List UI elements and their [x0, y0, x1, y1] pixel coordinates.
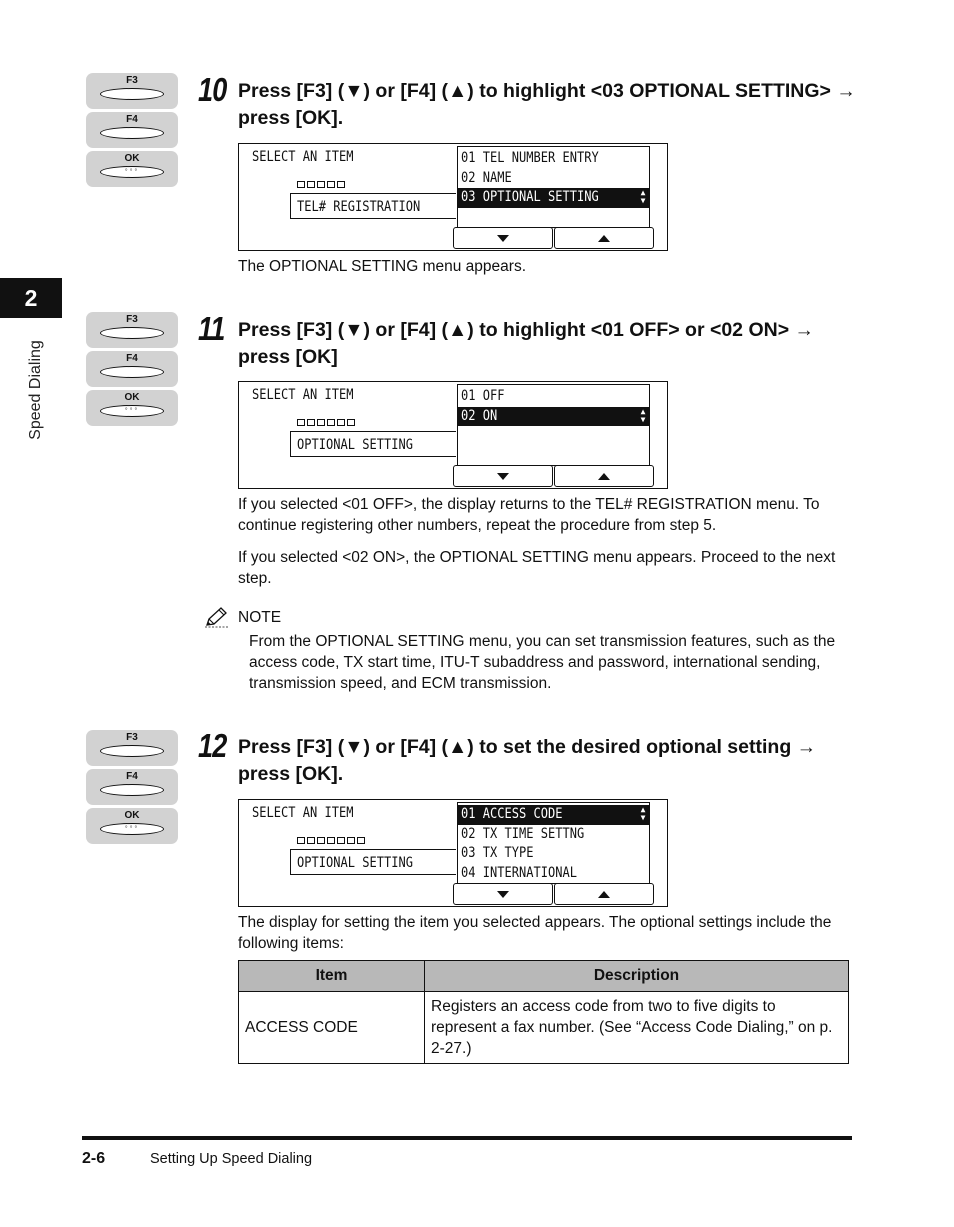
triangle-up-icon — [598, 891, 610, 898]
ok-key-label: OK — [124, 153, 140, 164]
page-number: 2-6 — [82, 1150, 106, 1167]
lcd-menu-item[interactable]: 01 TEL NUMBER ENTRY — [461, 150, 599, 166]
dots-icon: ◦◦◦ — [124, 404, 140, 413]
f3-key[interactable] — [86, 73, 178, 109]
lcd-breadcrumb: TEL# REGISTRATION — [290, 193, 456, 219]
lcd-menu-item[interactable]: 02 NAME — [461, 169, 512, 186]
dots-icon: ◦◦◦ — [124, 165, 140, 174]
step-instruction-12: Press [F3] (▼) or [F4] (▲) to set the desired optional setting → press [OK]. — [238, 736, 817, 785]
f4-key[interactable] — [86, 112, 178, 148]
triangle-down-icon — [497, 891, 509, 898]
oval-button-icon — [100, 88, 164, 100]
f4-key-label: F4 — [126, 771, 138, 782]
step-number-11: 11 — [198, 310, 225, 347]
level-indicator — [297, 181, 345, 188]
key-group-step-11 — [86, 312, 178, 429]
table-header-description: Description — [425, 961, 849, 992]
lcd-title: SELECT AN ITEM — [252, 805, 354, 821]
step-result-11-on: If you selected <02 ON>, the OPTIONAL SETTING menu appears. Proceed to the next step. — [238, 549, 836, 587]
pencil-note-icon — [204, 606, 230, 628]
lcd-up-button[interactable] — [554, 465, 654, 487]
table-header-row — [239, 961, 849, 992]
lcd-menu-item-selected[interactable]: 03 OPTIONAL SETTING ▲ ▼ — [458, 188, 649, 208]
lcd-breadcrumb: OPTIONAL SETTING — [290, 431, 456, 457]
triangle-down-icon — [497, 473, 509, 480]
f4-key[interactable] — [86, 769, 178, 805]
step-instruction-10: Press [F3] (▼) or [F4] (▲) to highlight <03 OPTIONAL SETTING> → press [OK]. — [238, 80, 856, 129]
lcd-up-button[interactable] — [554, 883, 654, 905]
note-label: NOTE — [238, 609, 282, 626]
footer-rule — [82, 1136, 852, 1140]
triangle-down-icon — [497, 235, 509, 242]
key-group-step-10 — [86, 73, 178, 190]
oval-button-icon — [100, 127, 164, 139]
f3-key-label: F3 — [126, 314, 138, 325]
step-number-10: 10 — [198, 71, 227, 108]
ok-key[interactable] — [86, 808, 178, 844]
f4-key[interactable] — [86, 351, 178, 387]
oval-button-icon — [100, 366, 164, 378]
ok-key[interactable] — [86, 151, 178, 187]
dots-icon: ◦◦◦ — [124, 822, 140, 831]
lcd-menu-list — [457, 802, 650, 884]
oval-button-icon — [100, 327, 164, 339]
lcd-display-step-12 — [238, 799, 668, 907]
ok-key-label: OK — [124, 810, 140, 821]
table-cell-item: ACCESS CODE — [239, 992, 425, 1064]
lcd-menu-item[interactable]: 01 OFF — [461, 388, 505, 404]
step-result-12: The display for setting the item you selected appears. The optional settings include the following items: — [238, 914, 832, 952]
triangle-up-icon — [598, 235, 610, 242]
lcd-breadcrumb: OPTIONAL SETTING — [290, 849, 456, 875]
footer-section-title: Setting Up Speed Dialing — [150, 1151, 313, 1167]
chapter-tab: 2 — [0, 278, 62, 318]
lcd-menu-list — [457, 384, 650, 466]
lcd-menu-item[interactable]: 04 INTERNATIONAL — [461, 864, 577, 881]
lcd-menu-item[interactable]: 02 TX TIME SETTNG — [461, 825, 585, 842]
table-row — [239, 992, 849, 1064]
f4-key-label: F4 — [126, 353, 138, 364]
step-number-12: 12 — [198, 727, 227, 764]
table-cell-description: Registers an access code from two to five digits to represent a fax number. (See “Access Code Dialing,” on p. 2-27.) — [425, 992, 849, 1064]
lcd-title: SELECT AN ITEM — [252, 387, 354, 403]
key-group-step-12 — [86, 730, 178, 847]
table-header-item: Item — [239, 961, 425, 992]
lcd-down-button[interactable] — [453, 883, 553, 905]
oval-button-icon — [100, 784, 164, 796]
note-text: From the OPTIONAL SETTING menu, you can set transmission features, such as the access code, TX start time, ITU-T subaddress and password, international sending, transmission speed, and ECM transmission. — [249, 633, 836, 692]
lcd-title: SELECT AN ITEM — [252, 149, 354, 165]
step-result-11-off: If you selected <01 OFF>, the display returns to the TEL# REGISTRATION menu. To continue registering other numbers, repeat the procedure from step 5. — [238, 496, 820, 534]
lcd-display-step-11 — [238, 381, 668, 489]
lcd-menu-item-selected[interactable]: 01 ACCESS CODE ▲ ▼ — [458, 805, 649, 825]
ok-key-label: OK — [124, 392, 140, 403]
lcd-down-button[interactable] — [453, 465, 553, 487]
f3-key-label: F3 — [126, 732, 138, 743]
step-instruction-11: Press [F3] (▼) or [F4] (▲) to highlight <01 OFF> or <02 ON> → press [OK] — [238, 319, 815, 368]
lcd-menu-item[interactable]: 03 TX TYPE — [461, 845, 534, 861]
up-down-arrows-icon: ▲ ▼ — [640, 188, 646, 205]
level-indicator — [297, 419, 355, 426]
lcd-menu-list — [457, 146, 650, 228]
up-down-arrows-icon: ▲ ▼ — [640, 805, 646, 822]
f3-key[interactable] — [86, 312, 178, 348]
optional-settings-table — [238, 960, 849, 1064]
lcd-up-button[interactable] — [554, 227, 654, 249]
level-indicator — [297, 837, 365, 844]
ok-key[interactable] — [86, 390, 178, 426]
chapter-side-label: Speed Dialing — [27, 340, 44, 440]
f4-key-label: F4 — [126, 114, 138, 125]
lcd-down-button[interactable] — [453, 227, 553, 249]
oval-button-icon — [100, 745, 164, 757]
lcd-display-step-10 — [238, 143, 668, 251]
f3-key[interactable] — [86, 730, 178, 766]
lcd-menu-item-selected[interactable]: 02 ON ▲ ▼ — [458, 407, 649, 427]
triangle-up-icon — [598, 473, 610, 480]
f3-key-label: F3 — [126, 75, 138, 86]
up-down-arrows-icon: ▲ ▼ — [640, 406, 646, 424]
step-result-10: The OPTIONAL SETTING menu appears. — [238, 258, 526, 275]
